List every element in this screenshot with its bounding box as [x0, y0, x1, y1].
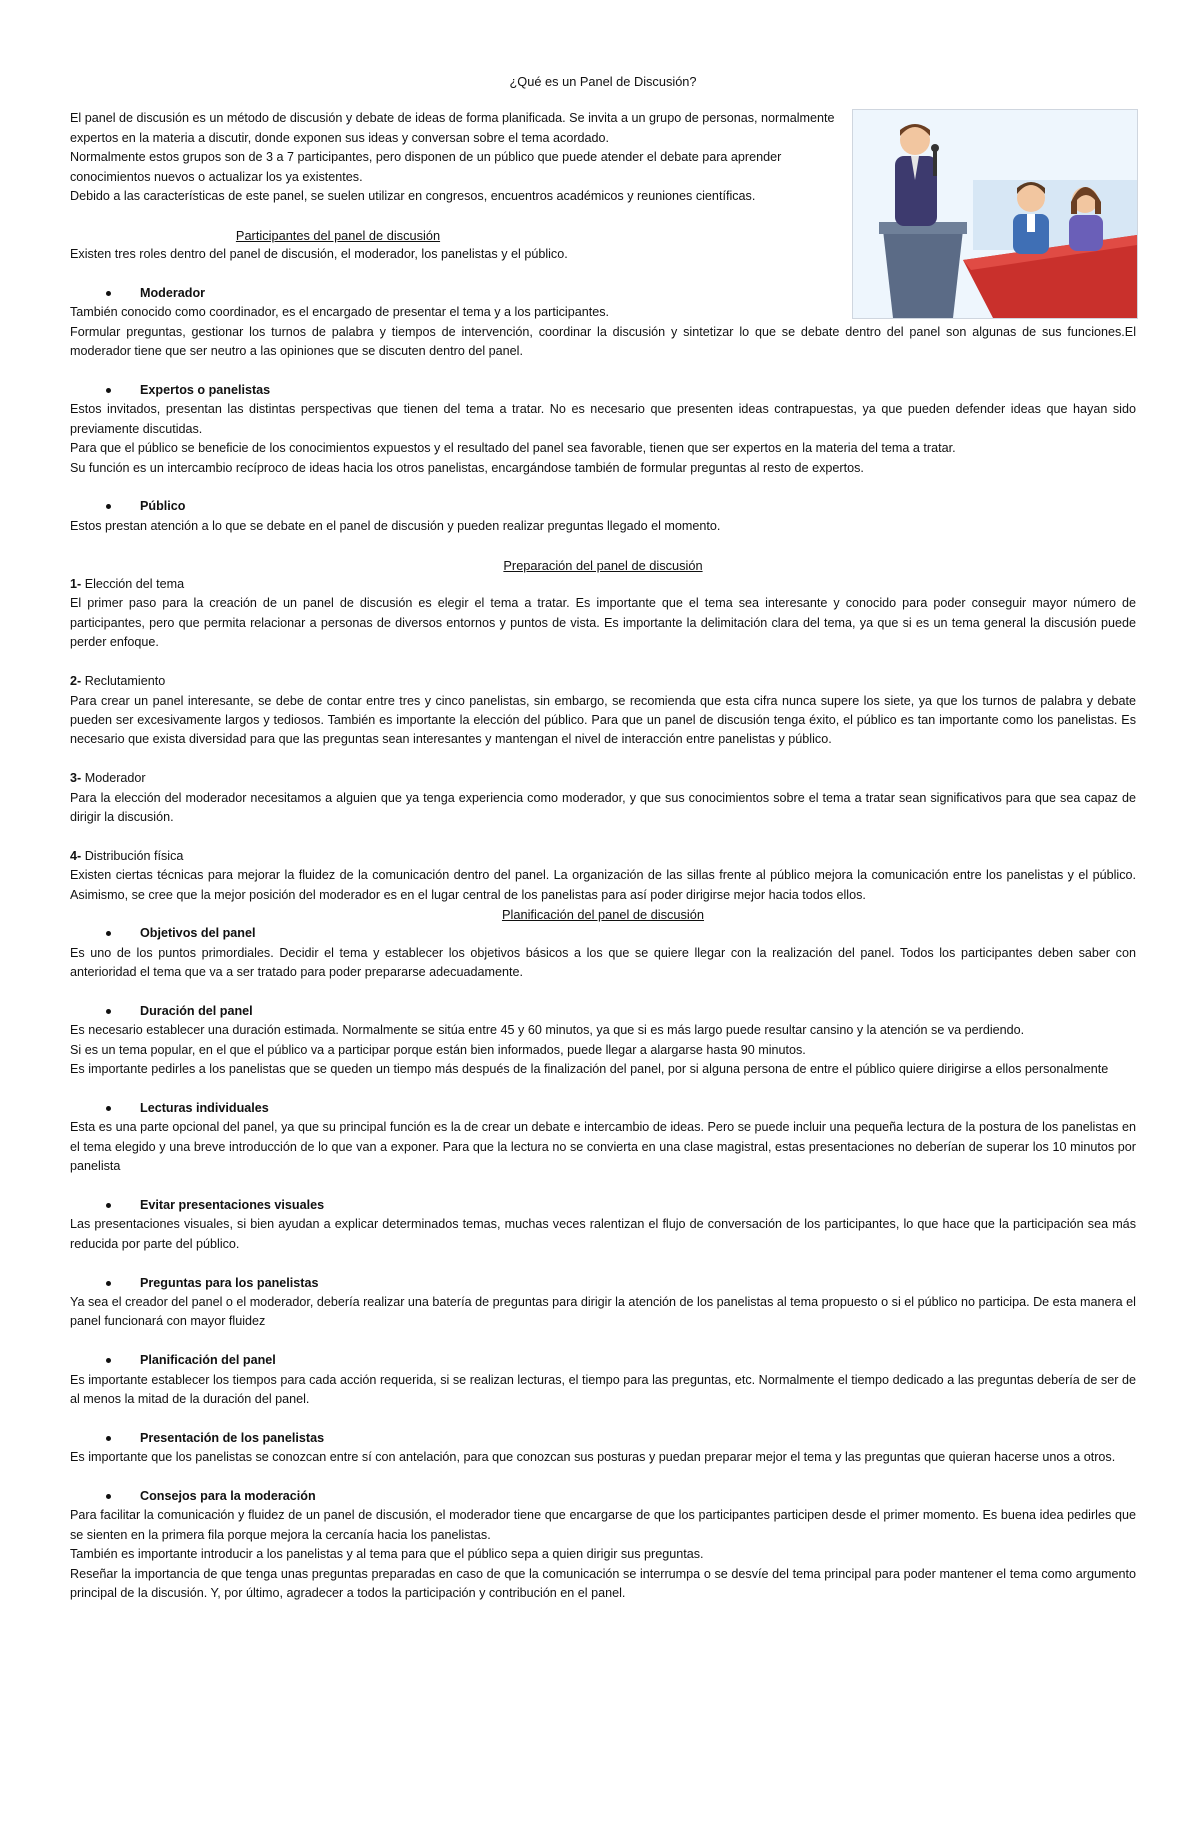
step-text: Existen ciertas técnicas para mejorar la fluidez de la comunicación dentro del panel. La organización de las sillas frente al público mejora la comunicación entre los panelistas y el público. Asimismo, se cree que la mejor posición del moderador es en el lugar central de los panelistas para así poder dirigirse mejor hacia todos ellos. [70, 868, 1136, 902]
moderator-text: Formular preguntas, gestionar los turnos de palabra y tiempos de intervención, coordinar la discusión y sintetizar lo que se debate dentro del panel son algunas de sus funciones.El moderador tiene que ser neutro a las opiniones que se discuten dentro del panel. [70, 324, 1136, 359]
intro-text [70, 109, 840, 303]
planning-text: Esta es una parte opcional del panel, ya que su principal función es la de crear un debate e intercambio de ideas. Pero se puede incluir una pequeña lectura de la postura de los panelistas en el tema elegido y una breve introducción de lo que van a exponer. Para que la lectura no se convierta en una clase magistral, estas presentaciones no deberían de superar los 10 minutos por panelista [70, 1120, 1136, 1174]
planning-text: Reseñar la importancia de que tenga unas preguntas preparadas en caso de que la comunicación se interrumpa o se desvíe del tema principal para poder mantener el tema como argumento principal de la discusión. Y, por último, agradecer a todos la participación y contribución en el panel. [70, 1566, 1136, 1601]
step-heading: 4- Distribución física [70, 848, 184, 863]
bullet-duracion: Duración del panel [70, 1002, 1136, 1021]
bullet-experts: Expertos o panelistas [70, 381, 1136, 400]
bullet-presentacion-panelistas: Presentación de los panelistas [70, 1429, 1136, 1448]
bullet-preguntas: Preguntas para los panelistas [70, 1274, 1136, 1293]
preparation-heading: Preparación del panel de discusión [503, 557, 703, 573]
intro-paragraph: El panel de discusión es un método de discusión y debate de ideas de forma planificada. Se invita a un grupo de personas, normalmente expertos en la materia a discutir, donde exponen sus ideas y conversan sobre el tema acordado. [70, 111, 835, 145]
participants-lead: Existen tres roles dentro del panel de discusión, el moderador, los panelistas y el público. [70, 247, 568, 262]
bullet-lecturas: Lecturas individuales [70, 1099, 1136, 1118]
experts-text: Para que el público se beneficie de los conocimientos expuestos y el resultado del panel sea favorable, tienen que ser expertos en la materia del tema a tratar. [70, 441, 956, 456]
document-title: ¿Qué es un Panel de Discusión? [509, 74, 697, 89]
planning-text: Es uno de los puntos primordiales. Decidir el tema y establecer los objetivos básicos a los que se quiere llegar con la realización del panel. Todos los participantes deben saber con anterioridad el tema que va a ser tratado para poder prepararse adecuadamente. [70, 945, 1136, 980]
panel-discussion-image [853, 110, 1137, 318]
intro-paragraph: Normalmente estos grupos son de 3 a 7 participantes, pero disponen de un público que puede atender el debate para aprender conocimientos nuevos o actualizar los ya existentes. [70, 150, 782, 184]
experts-text: Su función es un intercambio recíproco de ideas hacia los otros panelistas, encargándose también de formular preguntas al resto de expertos. [70, 460, 864, 475]
planning-text: Es necesario establecer una duración estimada. Normalmente se sitúa entre 45 y 60 minutos, ya que si es más largo puede resultar cansino y la atención se va perdiendo. [70, 1023, 1025, 1038]
public-text: Estos prestan atención a lo que se debate en el panel de discusión y pueden realizar preguntas llegado el momento. [70, 518, 721, 533]
planning-text: Las presentaciones visuales, si bien ayudan a explicar determinados temas, muchas veces ralentizan el flujo de conversación de los participantes, lo que hace que la participación sea más reducida por parte del público. [70, 1217, 1136, 1251]
planning-text: Es importante establecer los tiempos para cada acción requerida, si se realizan lecturas, el tiempo para las preguntas, etc. Normalmente el tiempo dedicado a las preguntas debería de ser de al menos la mitad de la duración del panel. [70, 1372, 1136, 1407]
planning-heading: Planificación del panel de discusión [501, 906, 705, 922]
panel-discussion-illustration [852, 109, 1138, 319]
step-text: El primer paso para la creación de un panel de discusión es elegir el tema a tratar. Es importante que el tema sea interesante y conocido para poder conseguir mayor número de participantes, pero que permita relacionar a personas de diversos entornos y puntos de vista. Es importante la delimitación clara del tema, ya que si es un tema general la discusión puede perder enfoque. [70, 596, 1136, 650]
step-heading: 3- Moderador [70, 771, 146, 786]
planning-text: Para facilitar la comunicación y fluidez de un panel de discusión, el moderador tiene que encargarse de que los participantes participen desde el primer momento. Es buena idea pedirles que se sienten en la primera fila porque mejora la cercanía hacia los panelistas. [70, 1508, 1136, 1542]
planning-text: Si es un tema popular, en el que el público va a participar porque están bien informados, puede llegar a alargarse hasta 90 minutos. [70, 1042, 806, 1057]
planning-text: Es importante pedirles a los panelistas que se queden un tiempo más después de la finalización del panel, por si alguna persona de entre el público quiere dirigirse a ellos personalmente [70, 1062, 1109, 1077]
bullet-consejos: Consejos para la moderación [70, 1487, 1136, 1506]
planning-text: Ya sea el creador del panel o el moderador, debería realizar una batería de preguntas para dirigir la atención de los panelistas al tema propuesto o si el público no participa. De esta manera el panel funcionará con mayor fluidez [70, 1295, 1136, 1329]
bullet-objetivos: Objetivos del panel [70, 924, 1136, 943]
moderator-text: También conocido como coordinador, es el encargado de presentar el tema y a los participantes. [70, 305, 610, 320]
intro-section [70, 109, 1136, 303]
step-heading: 1- Elección del tema [70, 577, 185, 592]
step-text: Para la elección del moderador necesitamos a alguien que ya tenga experiencia como moderador, y que sus conocimientos sobre el tema a tratar sean significativos para que sea capaz de dirigir la discusión. [70, 790, 1136, 824]
bullet-planificacion: Planificación del panel [70, 1351, 1136, 1370]
step-text: Para crear un panel interesante, se debe de contar entre tres y cinco panelistas, sin embargo, se recomienda que esta cifra nunca supere los siete, ya que los turnos de palabra y debate pueden ser excesivamente largos y tediosos. También es importante la elección del público. Para que un panel de discusión tenga éxito, el público es tan importante como los panelistas. Es necesario que exista diversidad para que las preguntas sean interesantes y mantengan el nivel de interacción entre panelistas y público. [70, 693, 1136, 747]
planning-text: Es importante que los panelistas se conozcan entre sí con antelación, para que conozcan sus posturas y puedan preparar mejor el tema y las preguntas que quieran hacerse unos a otros. [70, 1450, 1116, 1465]
intro-paragraph: Debido a las características de este panel, se suelen utilizar en congresos, encuentros académicos y reuniones científicas. [70, 189, 756, 204]
bullet-presentaciones-visuales: Evitar presentaciones visuales [70, 1196, 1136, 1215]
planning-text: También es importante introducir a los panelistas y al tema para que el público sepa a quien dirigir sus preguntas. [70, 1547, 704, 1562]
bullet-moderator: Moderador [70, 284, 840, 303]
experts-text: Estos invitados, presentan las distintas perspectivas que tienen del tema a tratar. No es necesario que presenten ideas contrapuestas, ya que pueden defender ideas que hayan sido previamente discutidas. [70, 402, 1136, 436]
document-page [70, 72, 1136, 1603]
step-heading: 2- Reclutamiento [70, 674, 166, 689]
bullet-public: Público [70, 497, 1136, 516]
participants-heading: Participantes del panel de discusión [235, 227, 441, 243]
